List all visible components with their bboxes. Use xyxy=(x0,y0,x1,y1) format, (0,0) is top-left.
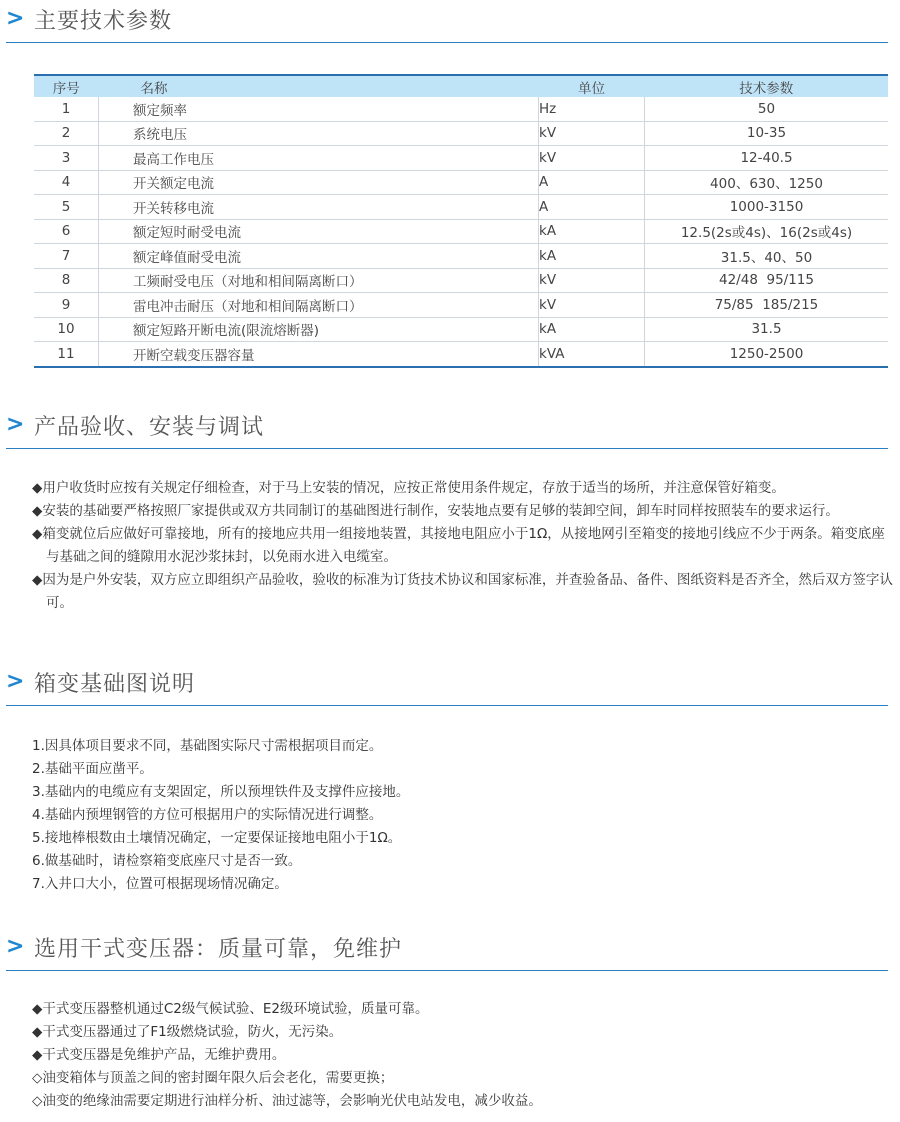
cell-name: 额定短路开断电流(限流熔断器) xyxy=(99,317,539,342)
section-transformer-header xyxy=(6,932,888,971)
cell-name: 工频耐受电压（对地和相间隔离断口） xyxy=(99,268,539,293)
cell-value: 10-35 xyxy=(645,121,889,146)
specs-table xyxy=(34,74,888,368)
cell-no: 11 xyxy=(34,342,99,367)
cell-unit: A xyxy=(539,170,645,195)
cell-unit: A xyxy=(539,195,645,220)
chevron-right-icon: > xyxy=(6,669,25,694)
cell-name: 额定频率 xyxy=(99,97,539,121)
cell-value: 1000-3150 xyxy=(645,195,889,220)
cell-value: 400、630、1250 xyxy=(645,170,889,195)
cell-value: 12.5(2s或4s)、16(2s或4s) xyxy=(645,219,889,244)
section-foundation-title: 箱变基础图说明 xyxy=(34,672,196,697)
table-row xyxy=(34,195,888,220)
table-row xyxy=(34,244,888,269)
cell-name: 开关额定电流 xyxy=(99,170,539,195)
chevron-right-icon: > xyxy=(6,934,25,959)
table-header-row xyxy=(34,75,888,97)
cell-unit: kV xyxy=(539,146,645,171)
cell-no: 6 xyxy=(34,219,99,244)
cell-unit: Hz xyxy=(539,97,645,121)
cell-unit: kA xyxy=(539,317,645,342)
cell-no: 4 xyxy=(34,170,99,195)
cell-no: 2 xyxy=(34,121,99,146)
list-item: 7.入井口大小，位置可根据现场情况确定。 xyxy=(32,876,288,892)
cell-name: 系统电压 xyxy=(99,121,539,146)
table-row xyxy=(34,97,888,121)
table-row xyxy=(34,170,888,195)
transformer-list xyxy=(32,998,892,1113)
cell-no: 9 xyxy=(34,293,99,318)
cell-name: 开断空载变压器容量 xyxy=(99,342,539,367)
cell-no: 1 xyxy=(34,97,99,121)
list-item: ◆用户收货时应按有关规定仔细检查，对于马上安装的情况，应按正常使用条件规定，存放于适当的场所，并注意保管好箱变。 xyxy=(32,480,785,496)
cell-unit: kVA xyxy=(539,342,645,367)
list-item: ◇油变箱体与顶盖之间的密封圈年限久后会老化，需要更换； xyxy=(32,1070,394,1086)
cell-value: 31.5、40、50 xyxy=(645,244,889,269)
list-item: ◆安装的基础要严格按照厂家提供或双方共同制订的基础图进行制作，安装地点要有足够的装卸空间，卸车时同样按照装车的要求运行。 xyxy=(32,503,839,519)
cell-name: 额定短时耐受电流 xyxy=(99,219,539,244)
cell-unit: kV xyxy=(539,121,645,146)
table-row xyxy=(34,293,888,318)
cell-value: 42/48 95/115 xyxy=(645,268,889,293)
cell-unit: kA xyxy=(539,219,645,244)
section-acceptance-title: 产品验收、安装与调试 xyxy=(34,415,265,440)
table-row xyxy=(34,342,888,367)
cell-name: 最高工作电压 xyxy=(99,146,539,171)
section-specs-header xyxy=(6,4,888,43)
chevron-right-icon: > xyxy=(6,6,25,31)
table-row xyxy=(34,317,888,342)
header-value: 技术参数 xyxy=(645,75,889,97)
list-item: ◆因为是户外安装，双方应立即组织产品验收，验收的标准为订货技术协议和国家标准，并查验备品、备件、图纸资料是否齐全，然后双方签字认可。 xyxy=(32,572,893,611)
cell-no: 3 xyxy=(34,146,99,171)
table-row xyxy=(34,219,888,244)
table-row xyxy=(34,268,888,293)
chevron-right-icon: > xyxy=(6,412,25,437)
cell-no: 7 xyxy=(34,244,99,269)
cell-no: 8 xyxy=(34,268,99,293)
section-acceptance-header xyxy=(6,410,888,449)
list-item: 1.因具体项目要求不同，基础图实际尺寸需根据项目而定。 xyxy=(32,738,383,754)
cell-unit: kV xyxy=(539,268,645,293)
foundation-list xyxy=(32,735,892,896)
cell-no: 5 xyxy=(34,195,99,220)
cell-unit: kV xyxy=(539,293,645,318)
cell-value: 31.5 xyxy=(645,317,889,342)
list-item: ◇油变的绝缘油需要定期进行油样分析、油过滤等，会影响光伏电站发电，减少收益。 xyxy=(32,1093,542,1109)
section-specs-title: 主要技术参数 xyxy=(34,9,173,34)
cell-no: 10 xyxy=(34,317,99,342)
header-name: 名称 xyxy=(99,75,539,97)
cell-value: 12-40.5 xyxy=(645,146,889,171)
list-item: 2.基础平面应凿平。 xyxy=(32,761,153,777)
list-item: ◆干式变压器整机通过C2级气候试验、E2级环境试验，质量可靠。 xyxy=(32,1001,429,1017)
cell-name: 额定峰值耐受电流 xyxy=(99,244,539,269)
list-item: 6.做基础时，请检察箱变底座尺寸是否一致。 xyxy=(32,853,302,869)
list-item: ◆干式变压器是免维护产品，无维护费用。 xyxy=(32,1047,286,1063)
section-foundation-header xyxy=(6,667,888,706)
cell-name: 雷电冲击耐压（对地和相间隔离断口） xyxy=(99,293,539,318)
list-item: ◆干式变压器通过了F1级燃烧试验，防火，无污染。 xyxy=(32,1024,343,1040)
cell-unit: kA xyxy=(539,244,645,269)
section-transformer-title: 选用干式变压器：质量可靠，免维护 xyxy=(34,937,403,962)
list-item: 5.接地棒根数由土壤情况确定，一定要保证接地电阻小于1Ω。 xyxy=(32,830,402,846)
table-row xyxy=(34,146,888,171)
header-unit: 单位 xyxy=(539,75,645,97)
acceptance-list xyxy=(32,477,894,615)
table-row xyxy=(34,121,888,146)
cell-value: 50 xyxy=(645,97,889,121)
list-item: 4.基础内预埋钢管的方位可根据用户的实际情况进行调整。 xyxy=(32,807,383,823)
cell-value: 75/85 185/215 xyxy=(645,293,889,318)
cell-value: 1250-2500 xyxy=(645,342,889,367)
list-item: ◆箱变就位后应做好可靠接地，所有的接地应共用一组接地装置，其接地电阻应小于1Ω，从接地网引至箱变的接地引线应不少于两条。箱变底座与基础之间的缝隙用水泥沙浆抹封，以免雨水进入电缆室。 xyxy=(32,526,885,565)
cell-name: 开关转移电流 xyxy=(99,195,539,220)
list-item: 3.基础内的电缆应有支架固定，所以预埋铁件及支撑件应接地。 xyxy=(32,784,410,800)
header-no: 序号 xyxy=(34,75,99,97)
